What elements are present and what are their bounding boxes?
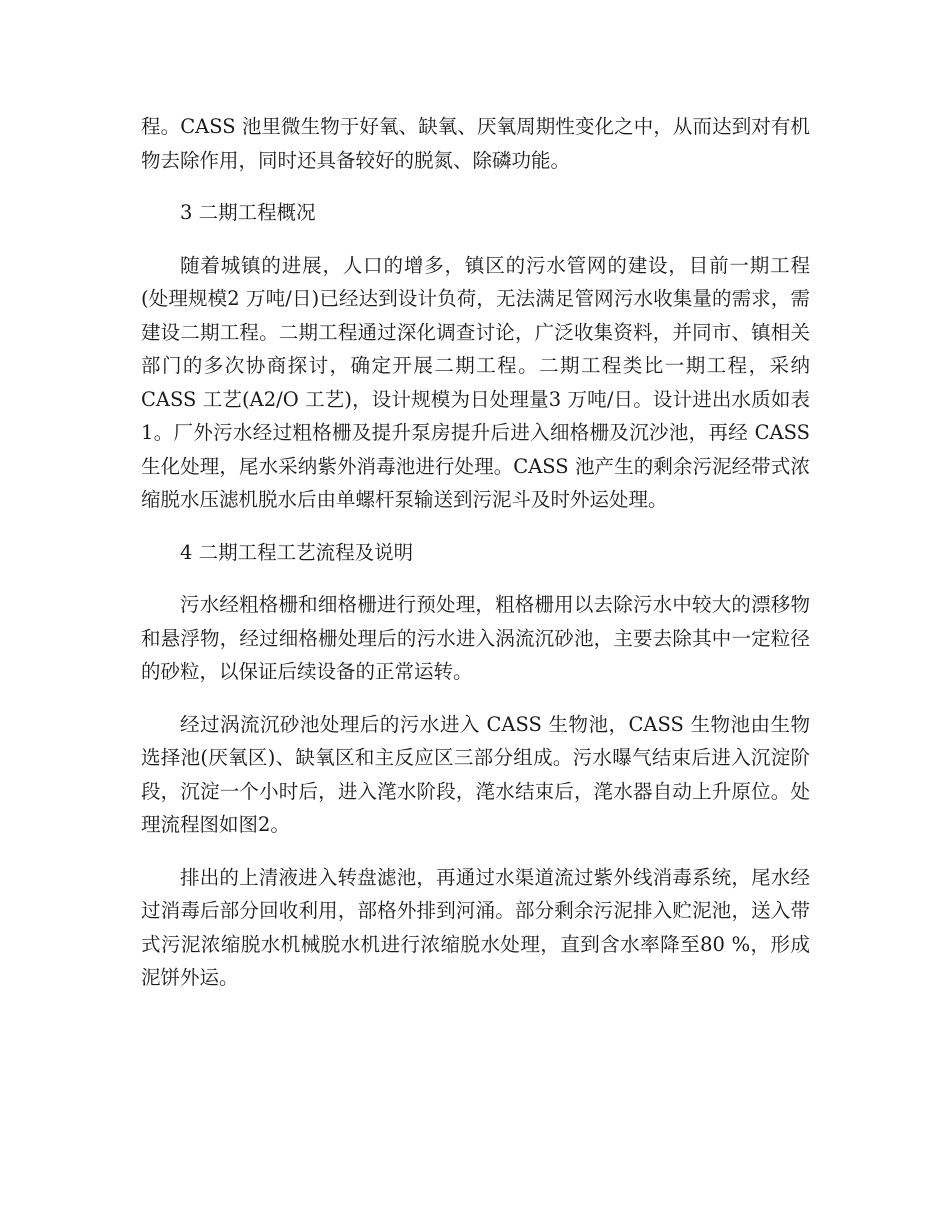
paragraph-project-overview: 随着城镇的进展，人口的增多，镇区的污水管网的建设，目前一期工程(处理规模2 万吨/日)已经达到设计负荷，无法满足管网污水收集量的需求，需建设二期工程。二期工程通过深化调查讨论，广泛收集资料，并同市、镇相关部门的多次协商探讨，确定开展二期工程。二期工程类比一期工程，采纳 CASS 工艺(A2/O 工艺)，设计规模为日处理量3 万吨/日。设计进出水质如表1。厂外污水经过粗格栅及提升泵房提升后进入细格栅及沉沙池，再经 CASS 生化处理，尾水采纳紫外消毒池进行处理。CASS 池产生的剩余污泥经带式浓缩脱水压滤机脱水后由单螺杆泵输送到污泥斗及时外运处理。: [141, 253, 810, 511]
paragraph-cass-process: 经过涡流沉砂池处理后的污水进入 CASS 生物池，CASS 生物池由生物选择池(厌氧区)、缺氧区和主反应区三部分组成。污水曝气结束后进入沉淀阶段，沉淀一个小时后，进入滗水阶段，滗水结束后，滗水器自动上升原位。处理流程图如图2。: [141, 712, 810, 836]
section-heading-3: 3 二期工程概况: [180, 201, 316, 224]
section-heading-4: 4 二期工程工艺流程及说明: [180, 540, 414, 564]
paragraph-pretreatment: 污水经粗格栅和细格栅进行预处理，粗格栅用以去除污水中较大的漂移物和悬浮物，经过细格栅处理后的污水进入涡流沉砂池，主要去除其中一定粒径的砂粒，以保证后续设备的正常运转。: [141, 593, 810, 683]
continuation-paragraph: 程。CASS 池里微生物于好氧、缺氧、厌氧周期性变化之中，从而达到对有机物去除作用，同时还具备较好的脱氮、除磷功能。: [141, 115, 810, 172]
paragraph-disinfection-sludge: 排出的上清液进入转盘滤池，再通过水渠道流过紫外线消毒系统，尾水经过消毒后部分回收利用，部格外排到河涌。部分剩余污泥排入贮泥池，送入带式污泥浓缩脱水机械脱水机进行浓缩脱水处理，直到含水率降至80 %，形成泥饼外运。: [141, 865, 810, 989]
